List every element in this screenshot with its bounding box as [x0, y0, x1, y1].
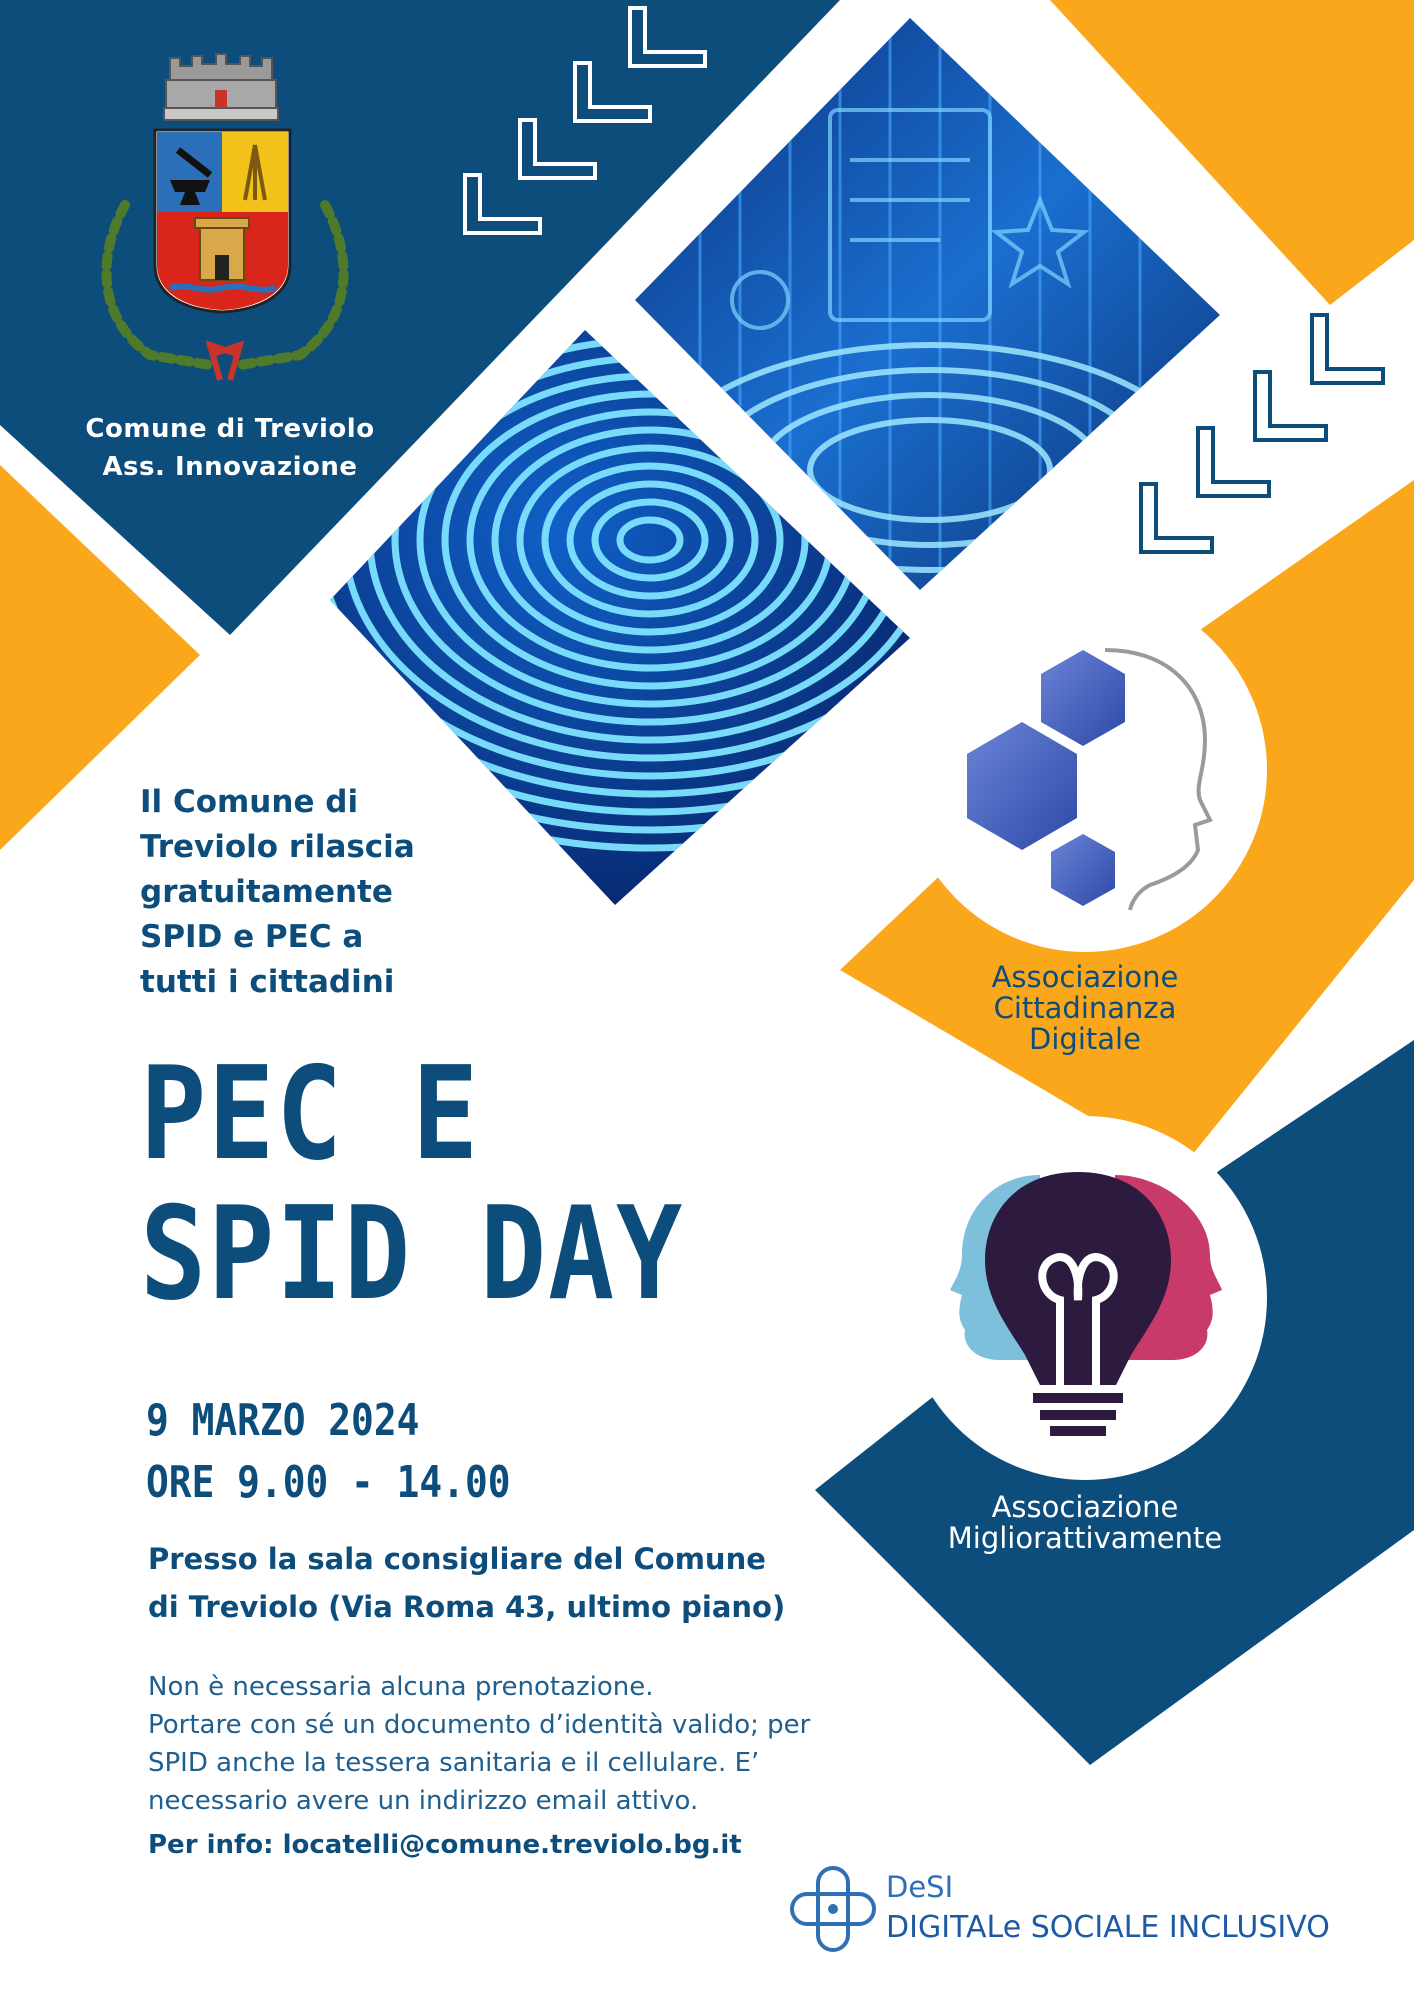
- intro-line: SPID e PEC a: [140, 919, 364, 955]
- event-venue: [148, 1535, 848, 1631]
- event-time: ORE 9.00 - 14.00: [146, 1457, 511, 1508]
- intro-line: Treviolo rilascia: [140, 829, 415, 865]
- intro-line: gratuitamente: [140, 874, 393, 910]
- partner-label-cittadinanza: [950, 962, 1220, 1055]
- event-notes: [148, 1668, 888, 1820]
- notes-line-2: Portare con sé un documento d’identità valido; per: [148, 1710, 811, 1740]
- municipality-caption: [70, 410, 390, 486]
- partner-label-line: Digitale: [1029, 1022, 1141, 1056]
- page-title: [140, 1040, 684, 1329]
- municipality-name: Comune di Treviolo: [85, 414, 375, 444]
- event-date: 9 MARZO 2024: [146, 1395, 420, 1446]
- intro-text: [140, 780, 480, 1005]
- title-line-1: PEC E: [140, 1040, 480, 1189]
- desi-logo-short: DeSI: [886, 1870, 954, 1904]
- venue-line-1: Presso la sala consigliare del Comune: [148, 1542, 766, 1576]
- event-datetime: [146, 1390, 511, 1514]
- contact-info[interactable]: Per info: locatelli@comune.treviolo.bg.it: [148, 1830, 742, 1860]
- notes-line-1: Non è necessaria alcuna prenotazione.: [148, 1672, 654, 1702]
- desi-cross-logo: [792, 1868, 874, 1950]
- desi-logo-full: DIGITALe SOCIALE INCLUSIVO: [886, 1910, 1330, 1945]
- partner-label-line: Associazione: [991, 960, 1179, 994]
- title-line-2: SPID DAY: [140, 1180, 684, 1329]
- partner-label-line: Cittadinanza: [993, 991, 1177, 1025]
- partner-label-line: Associazione: [991, 1490, 1179, 1524]
- partner-label-migliorattivamente: [920, 1492, 1250, 1554]
- notes-line-4: necessario avere un indirizzo email attivo.: [148, 1786, 699, 1816]
- intro-line: tutti i cittadini: [140, 964, 395, 1000]
- venue-line-2: di Treviolo (Via Roma 43, ultimo piano): [148, 1590, 786, 1624]
- notes-line-3: SPID anche la tessera sanitaria e il cellulare. E’: [148, 1748, 760, 1778]
- partner-label-line: Migliorattivamente: [947, 1521, 1223, 1555]
- intro-line: Il Comune di: [140, 784, 359, 820]
- department-name: Ass. Innovazione: [102, 452, 358, 482]
